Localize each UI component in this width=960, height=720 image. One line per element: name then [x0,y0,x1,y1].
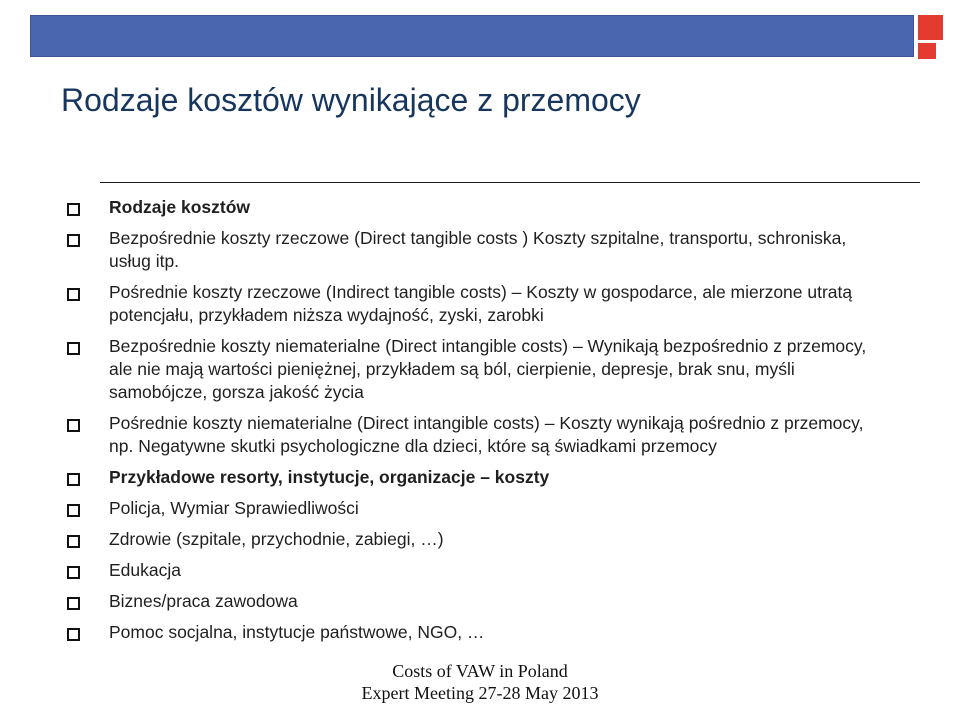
square-bullet-icon [67,342,80,355]
square-bullet-icon [67,419,80,432]
bullet-text: Pośrednie koszty rzeczowe (Indirect tangible costs) – Koszty w gospodarce, ale mierzone utratą potencjału, przykładem niższa wydajność, zyski, zarobki [109,282,853,325]
bullet-text: Rodzaje kosztów [109,197,250,217]
bullet-item [0,528,960,551]
bullet-text: Policja, Wymiar Sprawiedliwości [109,498,359,518]
bullet-item [0,196,960,219]
accent-square-large [918,15,943,40]
square-bullet-icon [67,566,80,579]
bullet-text: Bezpośrednie koszty niematerialne (Direct intangible costs) – Wynikają bezpośrednio z przemocy, ale nie mają wartości pieniężnej, przykładem są ból, cierpienie, depresje, brak snu, myśli samobójcze, gorsza jakość życia [109,336,867,402]
bullet-text: Bezpośrednie koszty rzeczowe (Direct tangible costs ) Koszty szpitalne, transportu, schroniska, usług itp. [109,228,847,271]
bullet-item [0,412,960,458]
square-bullet-icon [67,203,80,216]
bullet-item [0,559,960,582]
bullet-item [0,227,960,273]
bullet-text: Pośrednie koszty niematerialne (Direct intangible costs) – Koszty wynikają pośrednio z przemocy, np. Negatywne skutki psychologiczne dla dzieci, które są świadkami przemocy [109,413,864,456]
bullet-item [0,497,960,520]
accent-square-small [918,43,936,59]
footer-line-1: Costs of VAW in Poland [392,661,568,681]
square-bullet-icon [67,504,80,517]
bullet-item [0,335,960,404]
bullet-text: Edukacja [109,560,181,580]
footer-line-2: Expert Meeting 27-28 May 2013 [361,683,599,703]
square-bullet-icon [67,535,80,548]
slide-footer [330,660,630,704]
title-divider [100,182,920,183]
bullet-item [0,590,960,613]
bullet-list [0,196,960,652]
bullet-text: Pomoc socjalna, instytucje państwowe, NGO, … [109,622,485,642]
bullet-item [0,621,960,644]
header-bar [30,15,914,57]
bullet-text: Zdrowie (szpitale, przychodnie, zabiegi, …) [109,529,444,549]
bullet-text: Przykładowe resorty, instytucje, organizacje – koszty [109,467,550,487]
square-bullet-icon [67,597,80,610]
bullet-text: Biznes/praca zawodowa [109,591,298,611]
bullet-item [0,466,960,489]
square-bullet-icon [67,234,80,247]
square-bullet-icon [67,288,80,301]
slide-title: Rodzaje kosztów wynikające z przemocy [61,82,641,118]
bullet-item [0,281,960,327]
square-bullet-icon [67,473,80,486]
square-bullet-icon [67,628,80,641]
